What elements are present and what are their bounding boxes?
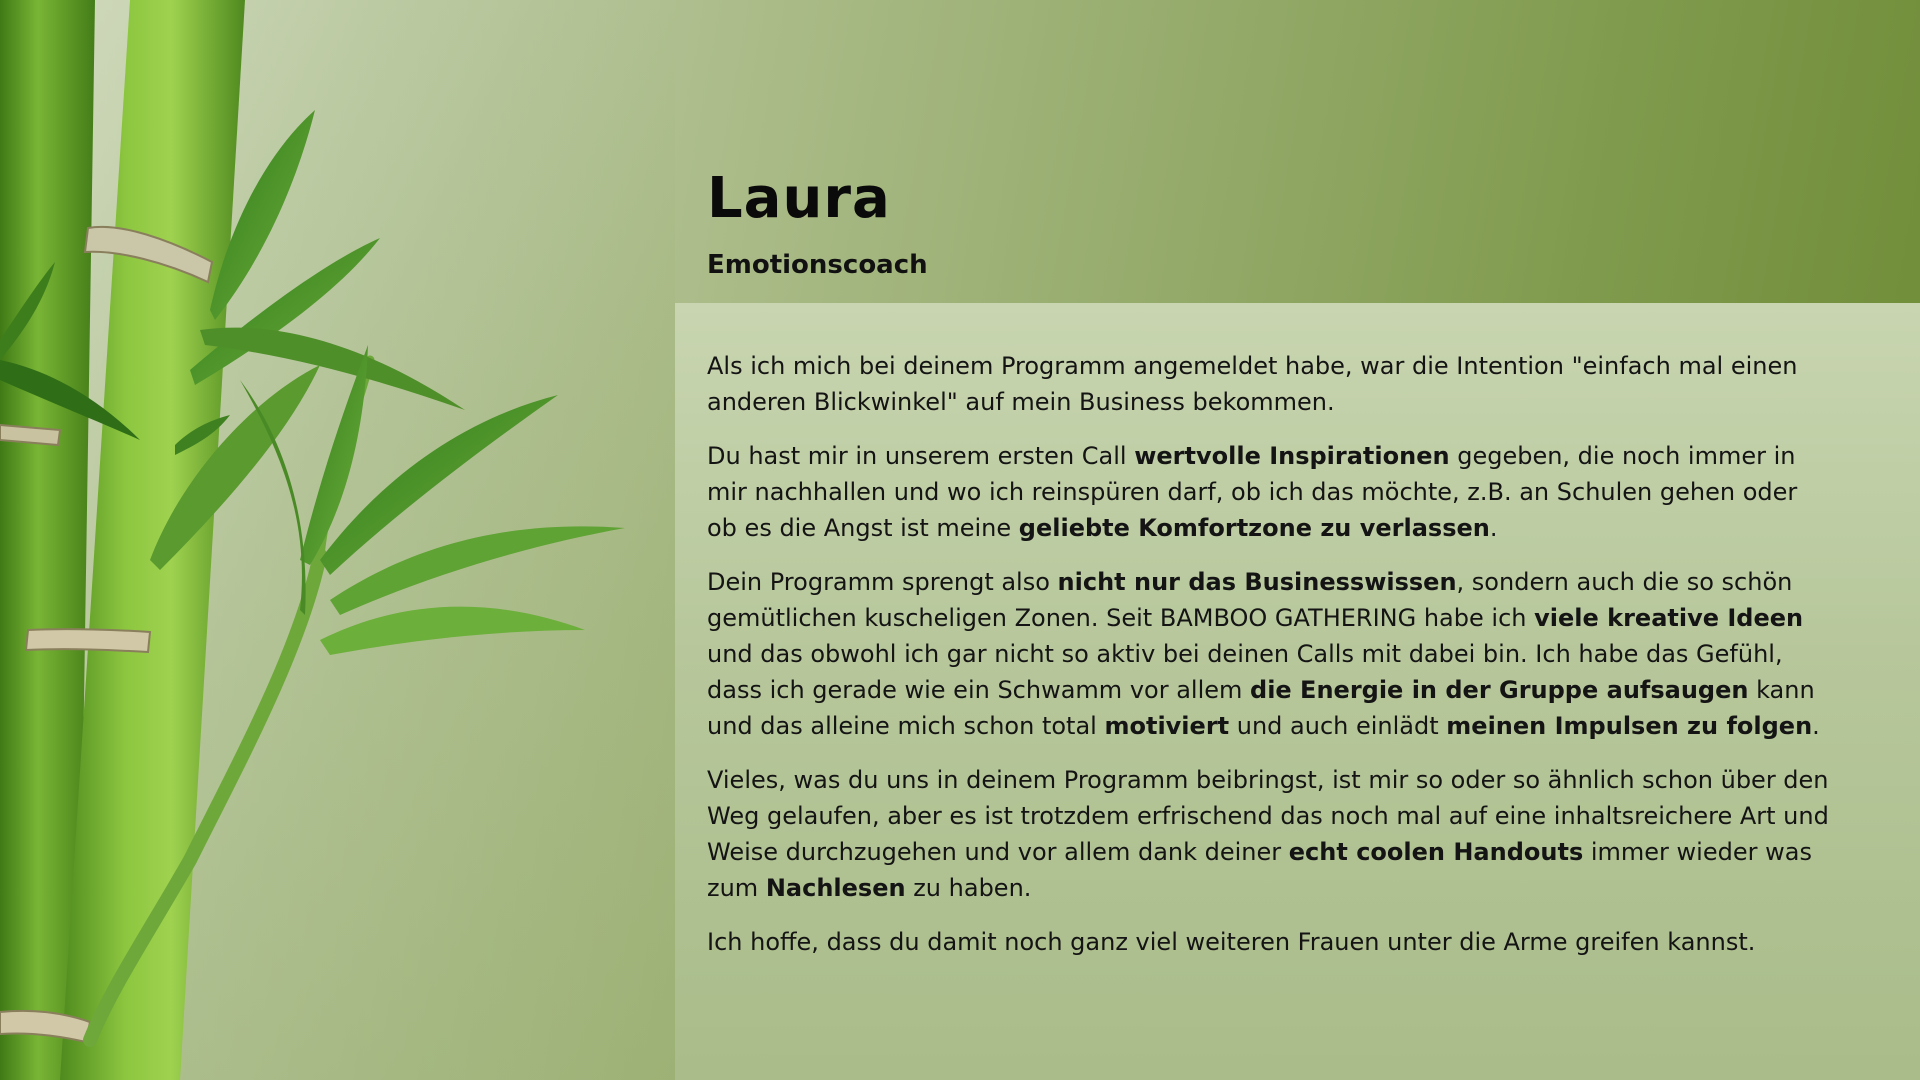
bamboo-leaf (320, 607, 585, 655)
body-text-segment: . (1489, 514, 1498, 542)
body-text-segment: Ich hoffe, dass du damit noch ganz viel weiteren Frauen unter die Arme greifen kannst. (707, 928, 1756, 956)
body-text-segment: zu haben. (905, 874, 1032, 902)
body-text-segment: Du hast mir in unserem ersten Call (707, 442, 1135, 470)
person-name: Laura (707, 166, 891, 231)
testimonial-paragraph (707, 924, 1832, 960)
body-text-segment: Dein Programm sprengt also (707, 568, 1058, 596)
person-role: Emotionscoach (707, 250, 928, 280)
emphasis-text: meinen Impulsen zu folgen (1446, 712, 1813, 740)
bamboo-illustration (0, 0, 675, 1080)
body-text-segment: und auch einlädt (1229, 712, 1447, 740)
emphasis-text: nicht nur das Businesswissen (1057, 568, 1457, 596)
testimonial-paragraph (707, 348, 1832, 420)
emphasis-text: geliebte Komfortzone zu verlassen (1018, 514, 1490, 542)
emphasis-text: wertvolle Inspirationen (1134, 442, 1450, 470)
emphasis-text: viele kreative Ideen (1534, 604, 1804, 632)
bamboo-node (26, 629, 150, 652)
body-text-segment: gegeben, die noch immer in mir nachhallen und wo ich reinspüren darf, ob ich das möchte, z.B. an Schulen gehen oder ob es die Angst ist meine (707, 442, 1798, 542)
emphasis-text: echt coolen Handouts (1288, 838, 1584, 866)
body-text-segment: . (1812, 712, 1820, 740)
testimonial-paragraph (707, 762, 1832, 906)
emphasis-text: Nachlesen (765, 874, 906, 902)
body-text-segment: Als ich mich bei deinem Programm angemeldet habe, war die Intention "einfach mal einen anderen Blickwinkel" auf mein Business bekommen. (707, 352, 1798, 416)
testimonial-text (707, 348, 1832, 978)
body-text-segment: immer wieder was zum (707, 838, 1812, 902)
bamboo-leaf (200, 328, 465, 410)
testimonial-paragraph (707, 438, 1832, 546)
emphasis-text: motiviert (1104, 712, 1230, 740)
emphasis-text: die Energie in der Gruppe aufsaugen (1250, 676, 1749, 704)
bamboo-leaf (330, 526, 625, 615)
testimonial-paragraph (707, 564, 1832, 744)
body-text-segment: , sondern auch die so schön gemütlichen kuscheligen Zonen. Seit BAMBOO GATHERING habe ich (707, 568, 1793, 632)
body-text-segment: kann und das alleine mich schon total (707, 676, 1815, 740)
body-text-segment: und das obwohl ich gar nicht so aktiv bei deinen Calls mit dabei bin. Ich habe das Gefühl, dass ich gerade wie ein Schwamm vor allem (707, 640, 1783, 704)
body-text-segment: Vieles, was du uns in deinem Programm beibringst, ist mir so oder so ähnlich schon über den Weg gelaufen, aber es ist trotzdem erfrischend das noch mal auf eine inhaltsreichere Art und Weise durchzugehen und vor allem dank deiner (707, 766, 1829, 866)
